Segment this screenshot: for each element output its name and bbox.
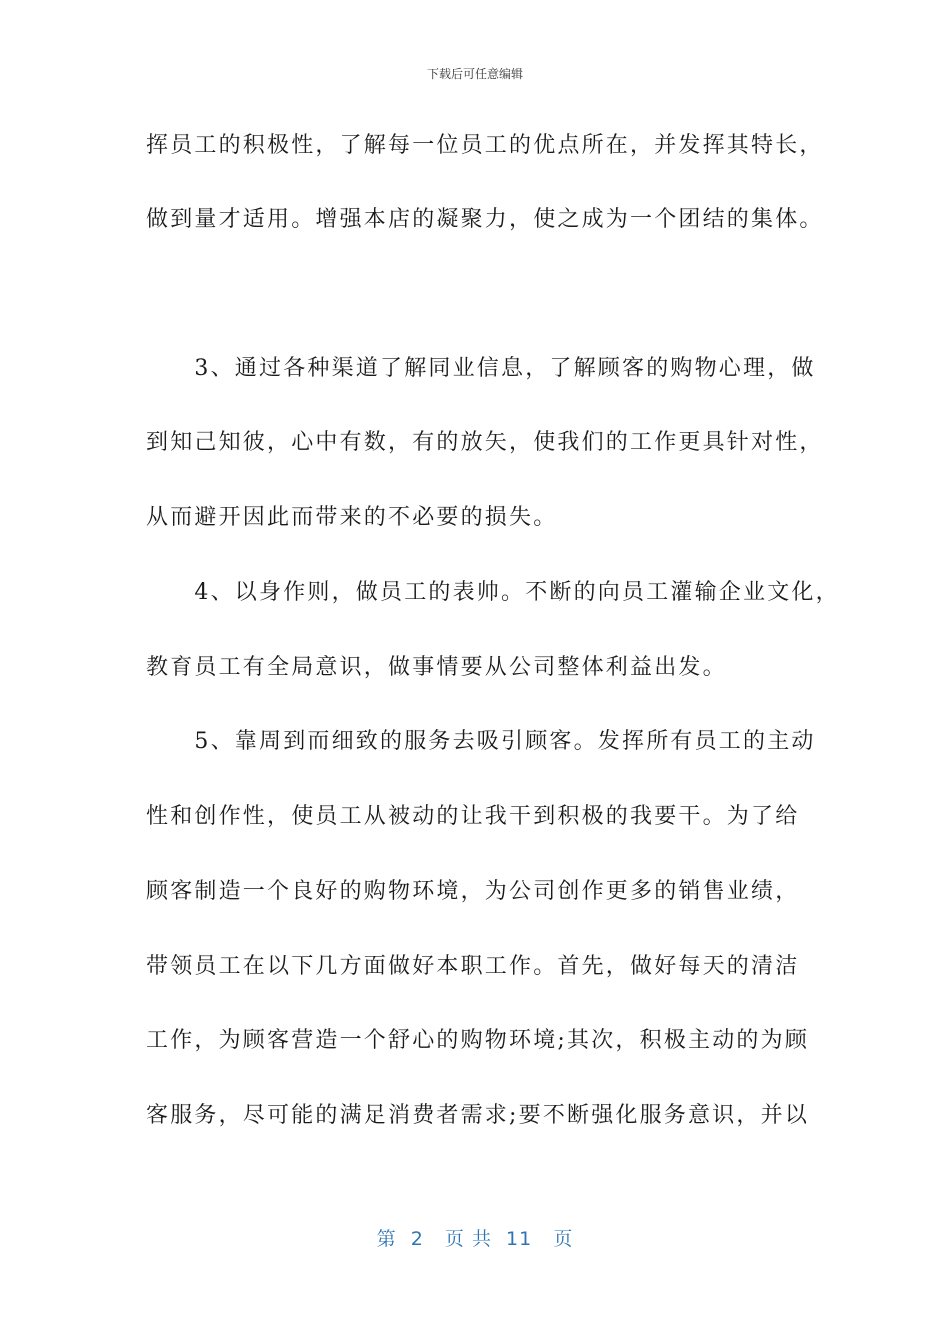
paragraph-3-line-2: 到知己知彼，心中有数，有的放矢，使我们的工作更具针对性，: [146, 430, 824, 455]
paragraph-5-line-2: 性和创作性，使员工从被动的让我干到积极的我要干。为了给: [146, 804, 800, 829]
paragraph-5-line-4: 带领员工在以下几方面做好本职工作。首先，做好每天的清洁: [146, 954, 800, 979]
paragraph-3-line-1: 3、通过各种渠道了解同业信息，了解顾客的购物心理，做: [146, 356, 816, 381]
page-number-footer: 第 2 页 共 11 页: [376, 1228, 574, 1250]
page-header: 下载后可任意编辑: [426, 67, 523, 81]
paragraph-5-line-5: 工作，为顾客营造一个舒心的购物环境;其次，积极主动的为顾: [146, 1028, 810, 1053]
body-line-2: 做到量才适用。增强本店的凝聚力，使之成为一个团结的集体。: [146, 207, 824, 232]
paragraph-5-line-6: 客服务，尽可能的满足消费者需求;要不断强化服务意识，并以: [146, 1103, 810, 1128]
paragraph-5-line-1: 5、靠周到而细致的服务去吸引顾客。发挥所有员工的主动: [146, 729, 816, 754]
paragraph-5-line-3: 顾客制造一个良好的购物环境，为公司创作更多的销售业绩，: [146, 879, 800, 904]
paragraph-4-line-2: 教育员工有全局意识，做事情要从公司整体利益出发。: [146, 655, 727, 680]
paragraph-3-line-3: 从而避开因此而带来的不必要的损失。: [146, 505, 558, 530]
body-line-1: 挥员工的积极性，了解每一位员工的优点所在，并发挥其特长，: [146, 133, 824, 158]
paragraph-4-line-1: 4、以身作则，做员工的表帅。不断的向员工灌输企业文化，: [146, 580, 840, 605]
